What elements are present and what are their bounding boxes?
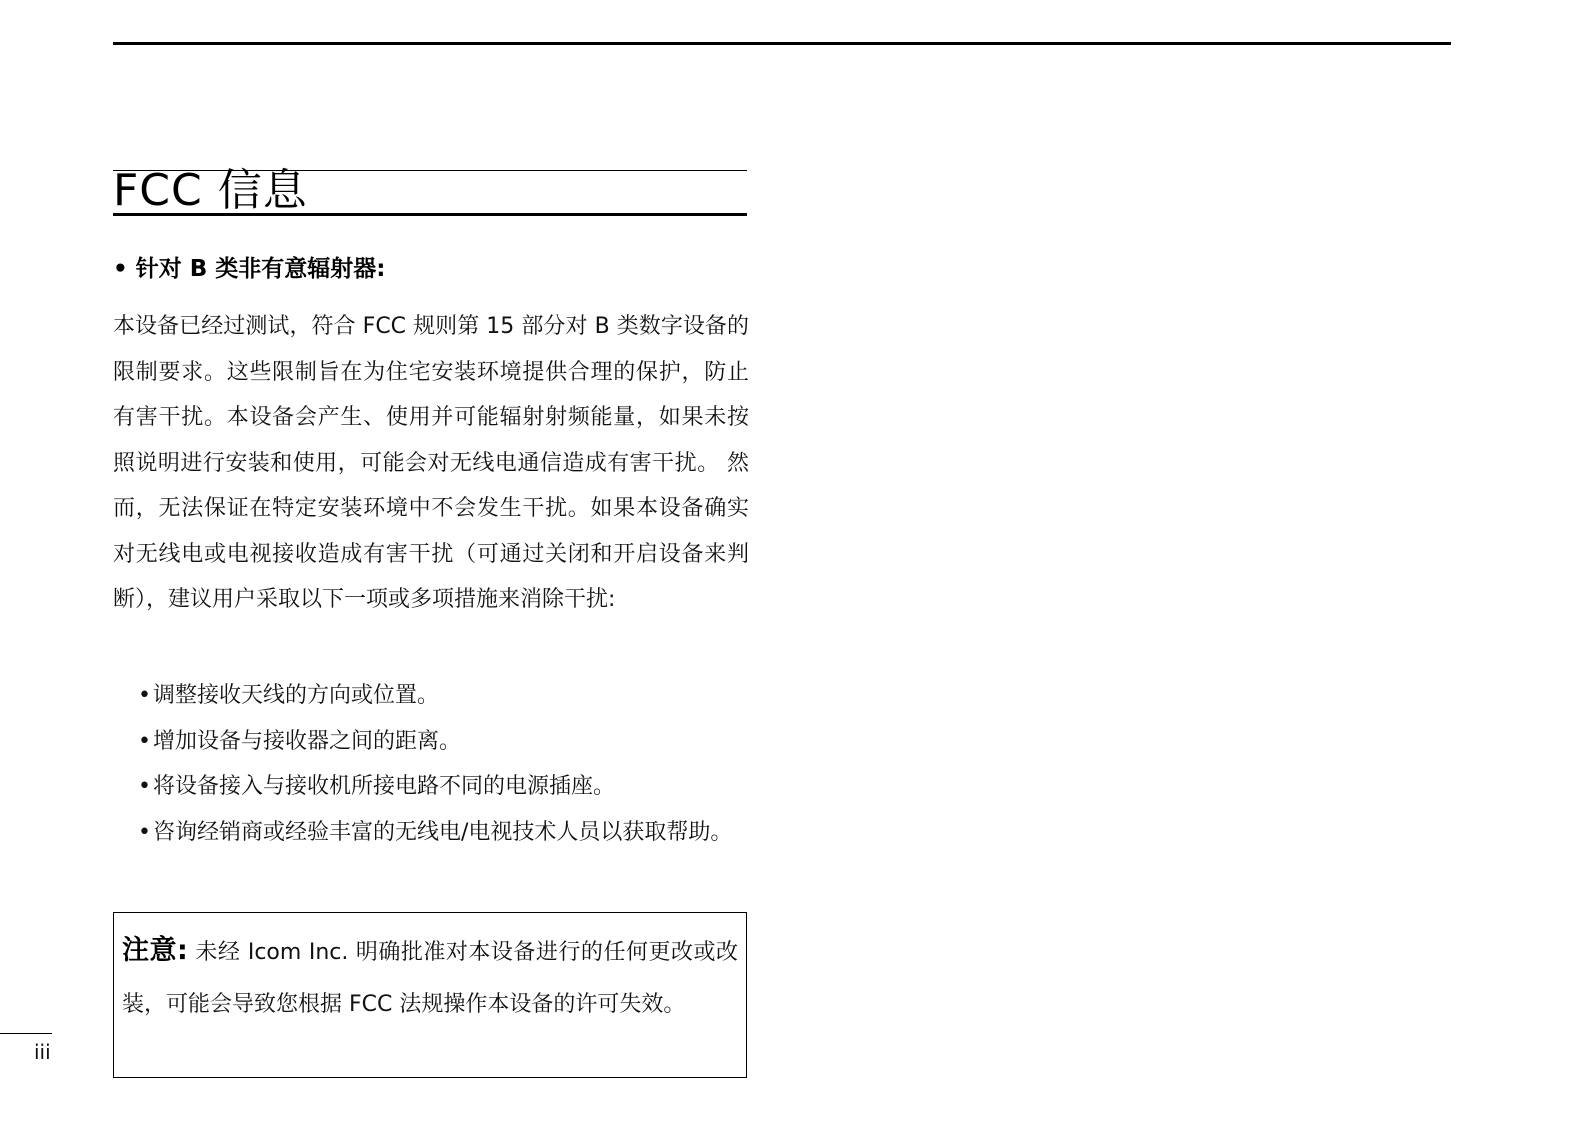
section-title-block [113, 165, 747, 216]
list-item [138, 673, 738, 719]
bullet-marker: • [138, 774, 151, 799]
list-item-text: 调整接收天线的方向或位置。 [153, 683, 440, 708]
list-item-text: 咨询经销商或经验丰富的无线电/电视技术人员以获取帮助。 [153, 819, 733, 845]
caution-note-box [113, 912, 747, 1078]
page-number: iii [34, 1040, 51, 1064]
section-subheading: • 针对 B 类非有意辐射器: [113, 256, 386, 282]
caution-label: 注意: [122, 935, 188, 966]
page-title: FCC 信息 [113, 165, 308, 216]
list-item [138, 810, 738, 856]
remedy-list [138, 673, 738, 855]
list-item-text: 将设备接入与接收机所接电路不同的电源插座。 [153, 774, 616, 799]
caution-note [122, 925, 738, 1031]
caution-text: 未经 Icom Inc. 明确批准对本设备进行的任何更改或改装，可能会导致您根据 FCC 法规操作本设备的许可失效。 [122, 940, 738, 1017]
list-item [138, 719, 738, 765]
list-item-text: 增加设备与接收器之间的距离。 [153, 728, 462, 754]
footer-rule [0, 1033, 52, 1034]
fcc-paragraph: 本设备已经过测试，符合 FCC 规则第 15 部分对 B 类数字设备的限制要求。这些限制旨在为住宅安装环境提供合理的保护，防止有害干扰。本设备会产生、使用并可能辐射射频能量，如果未按照说明进行安装和使用，可能会对无线电通信造成有害干扰。 然而，无法保证在特定安装环境中不会发生干扰。如果本设备确实对无线电或电视接收造成有害干扰（可通过关闭和开启设备来判断），建议用户采取以下一项或多项措施来消除干扰: [113, 314, 749, 612]
bullet-marker: • [138, 683, 151, 708]
list-item [138, 764, 738, 810]
bullet-marker: • [138, 728, 151, 754]
header-rule [113, 42, 1451, 45]
bullet-marker: • [138, 819, 151, 845]
